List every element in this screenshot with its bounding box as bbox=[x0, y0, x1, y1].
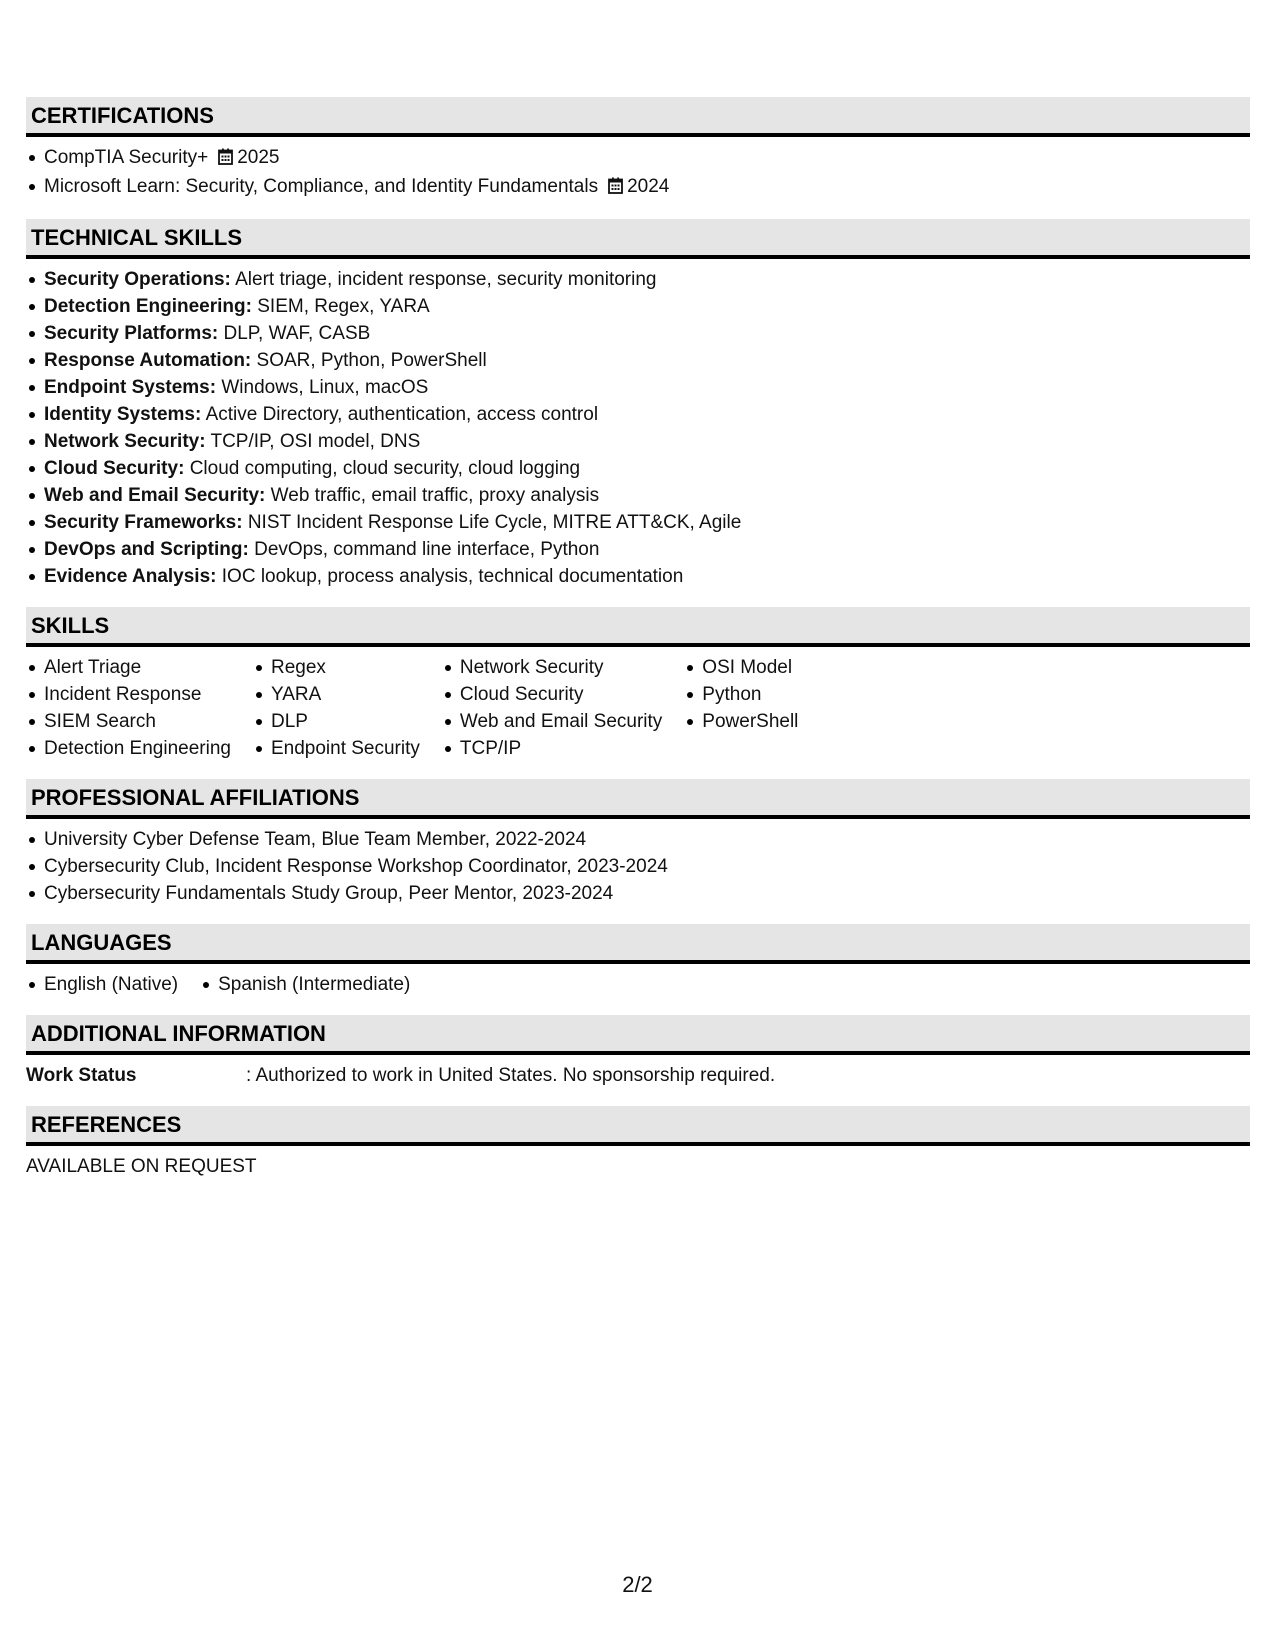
skill-label: Detection Engineering: bbox=[44, 296, 252, 317]
skill-label: Response Automation: bbox=[44, 350, 252, 371]
list-item: YARA bbox=[253, 681, 420, 708]
list-item bbox=[26, 482, 1250, 509]
certification-year: 2025 bbox=[237, 147, 280, 168]
affiliations-list bbox=[26, 826, 1250, 907]
skill-label: Evidence Analysis: bbox=[44, 566, 217, 587]
section-heading: PROFESSIONAL AFFILIATIONS bbox=[26, 779, 1250, 819]
section-heading: REFERENCES bbox=[26, 1106, 1250, 1146]
skill-label: Web and Email Security: bbox=[44, 485, 266, 506]
list-item bbox=[26, 401, 1250, 428]
skill-value: SIEM, Regex, YARA bbox=[257, 296, 430, 317]
work-status-label: Work Status bbox=[26, 1065, 137, 1086]
list-item bbox=[26, 173, 1250, 202]
section-heading: CERTIFICATIONS bbox=[26, 97, 1250, 137]
skill-label: Identity Systems: bbox=[44, 404, 202, 425]
list-item: University Cyber Defense Team, Blue Team Member, 2022-2024 bbox=[26, 826, 1250, 853]
skill-label: Security Operations: bbox=[44, 269, 231, 290]
work-status-value: : Authorized to work in United States. No sponsorship required. bbox=[246, 1065, 776, 1086]
section-heading: TECHNICAL SKILLS bbox=[26, 219, 1250, 259]
certification-year: 2024 bbox=[627, 176, 670, 197]
list-item bbox=[26, 144, 1250, 173]
skill-value: Cloud computing, cloud security, cloud logging bbox=[189, 458, 581, 479]
list-item bbox=[26, 374, 1250, 401]
calendar-icon bbox=[218, 146, 233, 173]
skills-column bbox=[442, 654, 662, 762]
certifications-list bbox=[26, 144, 1250, 202]
certification-name: Microsoft Learn: Security, Compliance, and Identity Fundamentals bbox=[44, 176, 599, 197]
section-heading: ADDITIONAL INFORMATION bbox=[26, 1015, 1250, 1055]
skill-label: Endpoint Systems: bbox=[44, 377, 217, 398]
skill-value: IOC lookup, process analysis, technical documentation bbox=[221, 566, 684, 587]
list-item bbox=[26, 536, 1250, 563]
languages-list bbox=[26, 971, 1250, 998]
skill-label: Security Frameworks: bbox=[44, 512, 243, 533]
certification-name: CompTIA Security+ bbox=[44, 147, 209, 168]
list-item bbox=[26, 563, 1250, 590]
skill-value: Active Directory, authentication, access control bbox=[205, 404, 599, 425]
list-item bbox=[26, 455, 1250, 482]
skill-value: TCP/IP, OSI model, DNS bbox=[210, 431, 421, 452]
list-item: Regex bbox=[253, 654, 420, 681]
list-item: SIEM Search bbox=[26, 708, 231, 735]
skill-value: SOAR, Python, PowerShell bbox=[256, 350, 487, 371]
list-item: OSI Model bbox=[684, 654, 798, 681]
skill-value: Web traffic, email traffic, proxy analysis bbox=[270, 485, 600, 506]
section-heading: LANGUAGES bbox=[26, 924, 1250, 964]
skills-section bbox=[26, 607, 1250, 762]
list-item: Web and Email Security bbox=[442, 708, 662, 735]
list-item: Alert Triage bbox=[26, 654, 231, 681]
list-item: Python bbox=[684, 681, 798, 708]
list-item: Spanish (Intermediate) bbox=[200, 971, 410, 998]
list-item: Incident Response bbox=[26, 681, 231, 708]
skill-label: Security Platforms: bbox=[44, 323, 219, 344]
calendar-icon bbox=[608, 175, 623, 202]
skills-column bbox=[684, 654, 798, 762]
skill-value: DevOps, command line interface, Python bbox=[254, 539, 600, 560]
section-heading: SKILLS bbox=[26, 607, 1250, 647]
skill-label: Network Security: bbox=[44, 431, 206, 452]
list-item: Cybersecurity Fundamentals Study Group, Peer Mentor, 2023-2024 bbox=[26, 880, 1250, 907]
skill-value: Windows, Linux, macOS bbox=[221, 377, 429, 398]
list-item: Cloud Security bbox=[442, 681, 662, 708]
list-item: English (Native) bbox=[26, 971, 178, 998]
list-item: Endpoint Security bbox=[253, 735, 420, 762]
skill-label: Cloud Security: bbox=[44, 458, 185, 479]
list-item bbox=[26, 428, 1250, 455]
list-item bbox=[26, 320, 1250, 347]
list-item bbox=[26, 266, 1250, 293]
list-item bbox=[26, 347, 1250, 374]
skills-columns bbox=[26, 654, 1250, 762]
technical-skills-list bbox=[26, 266, 1250, 590]
work-status-row bbox=[26, 1062, 1250, 1089]
additional-info-section bbox=[26, 1015, 1250, 1089]
list-item: Detection Engineering bbox=[26, 735, 231, 762]
list-item: TCP/IP bbox=[442, 735, 662, 762]
references-text: AVAILABLE ON REQUEST bbox=[26, 1156, 257, 1177]
list-item bbox=[26, 509, 1250, 536]
resume-page bbox=[26, 97, 1250, 1197]
list-item: Network Security bbox=[442, 654, 662, 681]
skills-column bbox=[253, 654, 420, 762]
page-number: 2/2 bbox=[622, 1572, 653, 1597]
list-item bbox=[26, 293, 1250, 320]
references-section bbox=[26, 1106, 1250, 1180]
languages-section bbox=[26, 924, 1250, 998]
skill-label: DevOps and Scripting: bbox=[44, 539, 249, 560]
skill-value: DLP, WAF, CASB bbox=[223, 323, 371, 344]
list-item: DLP bbox=[253, 708, 420, 735]
skill-value: NIST Incident Response Life Cycle, MITRE ATT&CK, Agile bbox=[247, 512, 742, 533]
skill-value: Alert triage, incident response, security monitoring bbox=[235, 269, 657, 290]
skills-column bbox=[26, 654, 231, 762]
list-item: PowerShell bbox=[684, 708, 798, 735]
certifications-section bbox=[26, 97, 1250, 202]
list-item: Cybersecurity Club, Incident Response Workshop Coordinator, 2023-2024 bbox=[26, 853, 1250, 880]
technical-skills-section bbox=[26, 219, 1250, 590]
affiliations-section bbox=[26, 779, 1250, 907]
